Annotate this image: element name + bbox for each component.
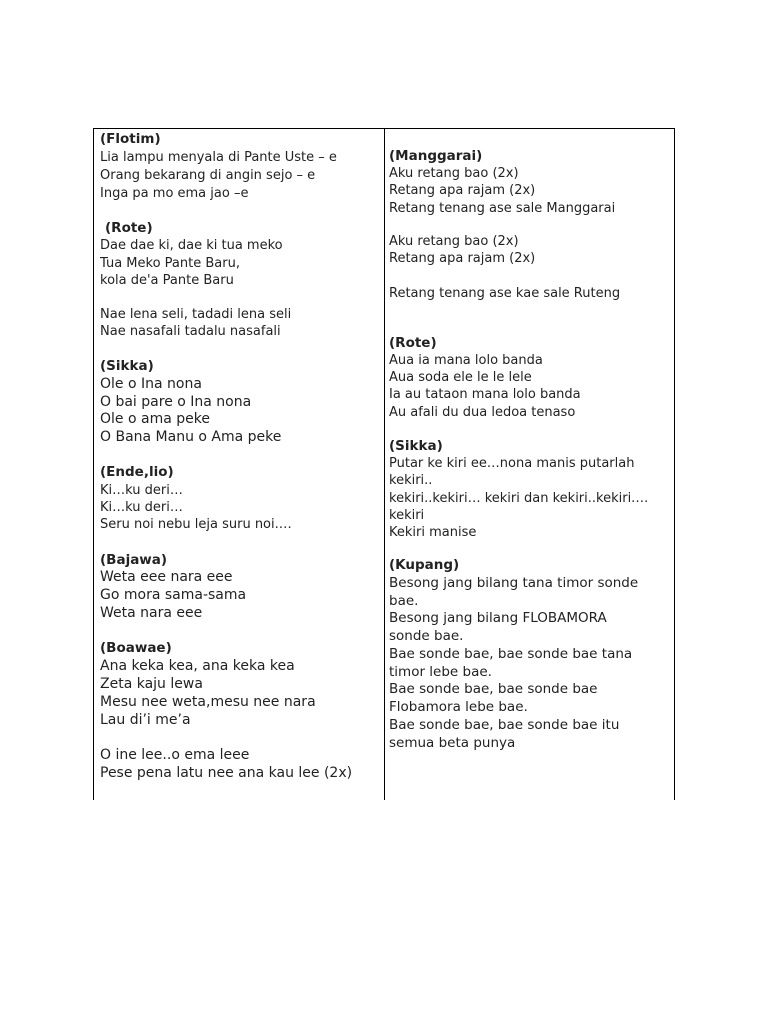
lyric-line: O Bana Manu o Ama peke	[100, 429, 282, 445]
section-heading-rote-right: (Rote)	[389, 335, 437, 351]
right-column	[383, 129, 675, 800]
lyric-line: Lia lampu menyala di Pante Uste – e	[100, 150, 337, 165]
lyric-line: Bae sonde bae, bae sonde bae tana	[389, 646, 633, 662]
lyric-line: kekiri..	[389, 473, 433, 488]
lyric-line: timor lebe bae.	[389, 664, 492, 680]
lyric-line: Tua Meko Pante Baru,	[100, 256, 240, 271]
lyrics-table	[93, 128, 675, 800]
lyric-line: kekiri..kekiri… kekiri dan kekiri..kekiri.…	[389, 491, 649, 506]
lyric-line: Ki…ku deri…	[100, 483, 183, 498]
section-heading-ende-lio: (Ende,lio)	[100, 464, 174, 480]
lyric-line: Go mora sama-sama	[100, 587, 247, 603]
lyric-line: Ana keka kea, ana keka kea	[100, 658, 295, 674]
lyric-line: kekiri	[389, 508, 425, 523]
lyric-line: Besong jang bilang FLOBAMORA	[389, 610, 607, 626]
lyric-line: O bai pare o Ina nona	[100, 394, 252, 410]
left-column	[93, 129, 385, 800]
section-heading-boawae: (Boawae)	[100, 640, 172, 656]
section-heading-bajawa: (Bajawa)	[100, 552, 168, 568]
lyric-line: Dae dae ki, dae ki tua meko	[100, 238, 283, 253]
lyric-line: Aku retang bao (2x)	[389, 166, 519, 181]
lyric-line: Weta eee nara eee	[100, 569, 233, 585]
lyric-line: Aua ia mana lolo banda	[389, 353, 543, 368]
lyric-line: Retang tenang ase sale Manggarai	[389, 201, 616, 216]
section-heading-manggarai: (Manggarai)	[389, 148, 483, 164]
lyric-line: Retang apa rajam (2x)	[389, 251, 536, 266]
lyric-line: Lau di’i me’a	[100, 712, 191, 728]
section-heading-flotim: (Flotim)	[100, 131, 161, 147]
lyric-line: O ine lee..o ema leee	[100, 747, 250, 763]
lyric-line: Bae sonde bae, bae sonde bae itu	[389, 717, 620, 733]
lyric-line: Pese pena latu nee ana kau lee (2x)	[100, 765, 353, 781]
lyric-line: Mesu nee weta,mesu nee nara	[100, 694, 316, 710]
lyric-line: Ole o Ina nona	[100, 376, 202, 392]
lyric-line: Zeta kaju lewa	[100, 676, 203, 692]
lyric-line: Seru noi nebu leja suru noi.…	[100, 517, 292, 532]
section-heading-rote: (Rote)	[105, 220, 153, 236]
lyric-line: Ole o ama peke	[100, 411, 210, 427]
lyric-line: Aku retang bao (2x)	[389, 234, 519, 249]
lyric-line: Au afali du dua ledoa tenaso	[389, 405, 576, 420]
lyric-line: semua beta punya	[389, 735, 516, 751]
lyric-line: Putar ke kiri ee…nona manis putarlah	[389, 456, 635, 471]
lyric-line: Ki…ku deri…	[100, 500, 183, 515]
lyric-line: Kekiri manise	[389, 525, 477, 540]
lyric-line: bae.	[389, 593, 419, 609]
lyric-line: Besong jang bilang tana timor sonde	[389, 575, 639, 591]
lyric-line: Aua soda ele le le lele	[389, 370, 532, 385]
lyric-line: Ia au tataon mana lolo banda	[389, 387, 581, 402]
lyric-line: Nae nasafali tadalu nasafali	[100, 324, 281, 339]
lyric-line: Inga pa mo ema jao –e	[100, 186, 249, 201]
lyric-line: Nae lena seli, tadadi lena seli	[100, 307, 292, 322]
lyric-line: Flobamora lebe bae.	[389, 699, 528, 715]
section-heading-kupang: (Kupang)	[389, 557, 460, 573]
section-heading-sikka: (Sikka)	[100, 358, 154, 374]
lyric-line: Orang bekarang di angin sejo – e	[100, 168, 316, 183]
lyric-line: Retang apa rajam (2x)	[389, 183, 536, 198]
section-heading-sikka-right: (Sikka)	[389, 438, 443, 454]
lyric-line: Retang tenang ase kae sale Ruteng	[389, 286, 621, 301]
lyric-line: sonde bae.	[389, 628, 464, 644]
lyric-line: Weta nara eee	[100, 605, 203, 621]
lyric-line: Bae sonde bae, bae sonde bae	[389, 681, 598, 697]
lyric-line: kola de'a Pante Baru	[100, 273, 234, 288]
